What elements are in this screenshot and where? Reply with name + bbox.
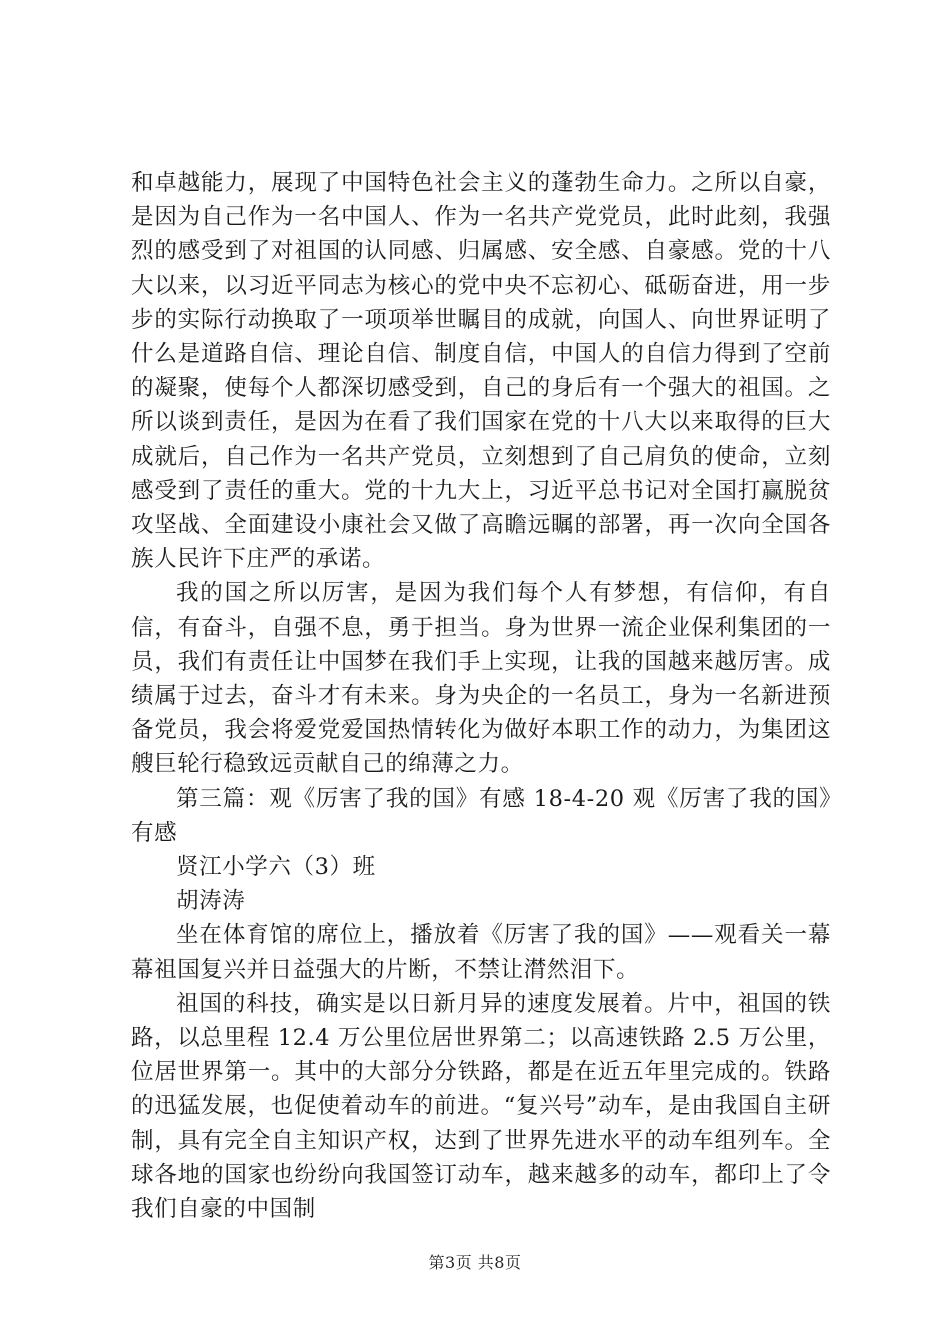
paragraph-7: 祖国的科技，确实是以日新月异的速度发展着。片中，祖国的铁路，以总里程 12.4 万公里位居世界第二；以高速铁路 2.5 万公里，位居世界第一。其中的大部分分铁路，都是在近五年里完成的。铁路的迅猛发展，也促使着动车的前进。“复兴号”动车，是由我国自主研制，具有完全自主知识产权，达到了世界先进水平的动车组列车。全球各地的国家也纷纷向我国签订动车，越来越多的动车，都印上了令我们自豪的中国制 [131, 990, 831, 1223]
paragraph-1: 和卓越能力，展现了中国特色社会主义的蓬勃生命力。之所以自豪，是因为自己作为一名中国人、作为一名共产党党员，此时此刻，我强烈的感受到了对祖国的认同感、归属感、安全感、自豪感。党的十八大以来，以习近平同志为核心的党中央不忘初心、砥砺奋进，用一步步的实际行动换取了一项项举世瞩目的成就，向国人、向世界证明了什么是道路自信、理论自信、制度自信，中国人的自信力得到了空前的凝聚，使每个人都深切感受到，自己的身后有一个强大的祖国。之所以谈到责任，是因为在看了我们国家在党的十八大以来取得的巨大成就后，自己作为一名共产党员，立刻想到了自己肩负的使命，立刻感受到了责任的重大。党的十九大上，习近平总书记对全国打赢脱贫攻坚战、全面建设小康社会又做了高瞻远瞩的部署，再一次向全国各族人民许下庄严的承诺。 [131, 170, 831, 573]
document-body [131, 166, 831, 1226]
paragraph-6: 坐在体育馆的席位上，播放着《厉害了我的国》——观看关一幕幕祖国复兴并日益强大的片断，不禁让潸然泪下。 [131, 922, 831, 983]
author-class: 贤江小学六（3）班 [176, 854, 376, 881]
author-name: 胡涛涛 [176, 888, 246, 915]
page-footer: 第3页 共8页 [428, 1253, 522, 1272]
paragraph-2: 我的国之所以厉害，是因为我们每个人有梦想，有信仰，有自信，有奋斗，自强不息，勇于担当。身为世界一流企业保利集团的一员，我们有责任让中国梦在我们手上实现，让我的国越来越厉害。成绩属于过去，奋斗才有未来。身为央企的一名员工，身为一名新进预备党员，我会将爱党爱国热情转化为做好本职工作的动力，为集团这艘巨轮行稳致远贡献自己的绵薄之力。 [131, 580, 831, 778]
section-heading: 第三篇：观《厉害了我的国》有感 18-4-20 观《厉害了我的国》有感 [131, 785, 831, 846]
